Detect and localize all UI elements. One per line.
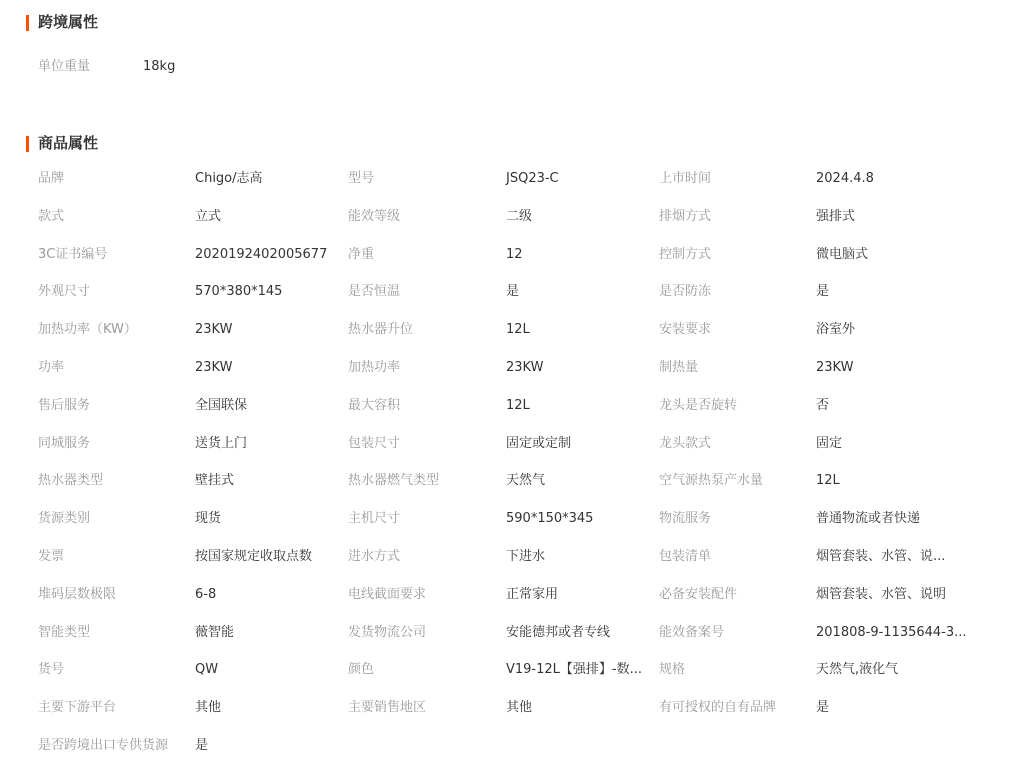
attribute-label: 货号 <box>38 662 65 678</box>
attribute-label: 热水器类型 <box>38 473 104 489</box>
attribute-value: 下进水 <box>506 549 546 564</box>
attribute-value: 其他 <box>195 700 222 716</box>
attribute-label: 货源类别 <box>38 511 91 527</box>
attribute-label: 加热功率（KW） <box>38 322 137 338</box>
attribute-label: 发货物流公司 <box>348 624 427 640</box>
attribute-value: 立式 <box>195 208 222 224</box>
attribute-label: 电线截面要求 <box>348 586 427 602</box>
attribute-label: 有可授权的自有品牌 <box>659 700 777 716</box>
attribute-value: 固定 <box>816 435 843 451</box>
attribute-label: 排烟方式 <box>659 208 712 224</box>
product-section-title <box>26 135 98 152</box>
attribute-value: 是 <box>816 700 830 716</box>
attribute-value: 12 <box>506 246 523 262</box>
attribute-row <box>0 547 1017 567</box>
attribute-row <box>0 585 1017 605</box>
attribute-label: 是否防冻 <box>659 284 712 300</box>
attribute-label: 控制方式 <box>659 246 712 262</box>
attribute-label: 能效备案号 <box>659 624 725 640</box>
attribute-row <box>0 396 1017 416</box>
attribute-row <box>0 434 1017 454</box>
attribute-row <box>0 245 1017 265</box>
attribute-value: Chigo/志高 <box>195 171 263 186</box>
attribute-value: 201808-9-1135644-3... <box>816 624 967 640</box>
cross-border-title: 跨境属性 <box>38 13 99 31</box>
attribute-value: 否 <box>816 397 830 413</box>
attribute-label: 龙头款式 <box>659 435 712 451</box>
attribute-value: QW <box>195 662 219 678</box>
attribute-label: 包装清单 <box>659 549 712 564</box>
attribute-value: 天然气 <box>506 473 546 489</box>
attribute-row <box>0 358 1017 378</box>
attribute-label: 最大容积 <box>348 397 401 413</box>
attribute-label: 安装要求 <box>659 322 712 338</box>
attribute-value: 安能德邦或者专线 <box>506 624 611 640</box>
attribute-label: 售后服务 <box>38 397 91 413</box>
attribute-value: 固定或定制 <box>506 435 572 451</box>
attribute-row <box>0 282 1017 302</box>
attribute-value: 是 <box>506 284 520 300</box>
attribute-value: 23KW <box>816 360 854 375</box>
attribute-value: 2020192402005677 <box>195 246 328 262</box>
attribute-value: 按国家规定收取点数 <box>195 549 313 564</box>
attribute-value: 壁挂式 <box>195 473 235 489</box>
attribute-label: 加热功率 <box>348 360 401 375</box>
attribute-value: 23KW <box>195 360 233 375</box>
attribute-label: 包装尺寸 <box>348 435 401 451</box>
attribute-value: 强排式 <box>816 208 856 224</box>
attribute-label: 龙头是否旋转 <box>659 397 738 413</box>
attribute-label: 规格 <box>659 662 686 678</box>
attribute-label: 颜色 <box>348 662 375 678</box>
attribute-value: 现货 <box>195 511 222 527</box>
attribute-value: 送货上门 <box>195 435 248 451</box>
attribute-row <box>0 509 1017 529</box>
attribute-label: 堆码层数极限 <box>38 586 117 602</box>
attribute-value: 二级 <box>506 208 533 224</box>
attribute-value: 23KW <box>506 360 544 375</box>
attribute-value: 薇智能 <box>195 624 235 640</box>
product-title: 商品属性 <box>38 134 99 152</box>
attribute-value: 12L <box>816 473 840 489</box>
attribute-value: 12L <box>506 322 530 338</box>
attribute-label: 同城服务 <box>38 435 91 451</box>
attribute-label: 热水器升位 <box>348 322 414 338</box>
attribute-label: 进水方式 <box>348 549 401 564</box>
attribute-label: 发票 <box>38 549 65 564</box>
attribute-label: 型号 <box>348 171 375 186</box>
attribute-label: 款式 <box>38 208 65 224</box>
attribute-row <box>0 169 1017 189</box>
attribute-value: 12L <box>506 397 530 413</box>
attribute-value: 23KW <box>195 322 233 338</box>
attribute-label: 功率 <box>38 360 65 375</box>
attribute-row <box>0 471 1017 491</box>
title-accent-bar <box>26 136 29 152</box>
attribute-label: 品牌 <box>38 171 65 186</box>
attribute-value: 普通物流或者快递 <box>816 511 921 527</box>
title-accent-bar <box>26 15 29 31</box>
weight-row <box>0 57 1017 77</box>
attribute-value: 其他 <box>506 700 533 716</box>
attribute-row <box>0 207 1017 227</box>
attribute-row <box>0 320 1017 340</box>
attribute-label: 主要下游平台 <box>38 700 117 716</box>
attribute-label: 能效等级 <box>348 208 401 224</box>
attribute-label: 物流服务 <box>659 511 712 527</box>
attribute-row <box>0 698 1017 718</box>
cross-border-section-title <box>26 14 98 31</box>
attribute-label: 3C证书编号 <box>38 246 108 262</box>
weight-value: 18kg <box>143 59 176 74</box>
attribute-label: 主要销售地区 <box>348 700 427 716</box>
attribute-label: 是否恒温 <box>348 284 401 300</box>
attribute-row <box>0 736 1017 756</box>
attribute-value: V19-12L【强排】-数... <box>506 662 642 678</box>
attribute-label: 必备安装配件 <box>659 586 738 602</box>
attribute-value: 烟管套装、水管、说... <box>816 549 946 564</box>
attribute-value: 570*380*145 <box>195 284 283 300</box>
attribute-label: 空气源热泵产水量 <box>659 473 764 489</box>
attribute-value: 590*150*345 <box>506 511 594 527</box>
attribute-value: 全国联保 <box>195 397 248 413</box>
attribute-label: 上市时间 <box>659 171 712 186</box>
attribute-label: 智能类型 <box>38 624 91 640</box>
attribute-label: 热水器燃气类型 <box>348 473 440 489</box>
attribute-value: 正常家用 <box>506 586 559 602</box>
attribute-value: 微电脑式 <box>816 246 869 262</box>
attribute-label: 制热量 <box>659 360 699 375</box>
attribute-label: 主机尺寸 <box>348 511 401 527</box>
attribute-label: 是否跨境出口专供货源 <box>38 738 169 753</box>
attribute-value: 天然气,液化气 <box>816 662 899 678</box>
attribute-value: 2024.4.8 <box>816 171 874 186</box>
attribute-value: JSQ23-C <box>506 171 559 186</box>
attribute-label: 净重 <box>348 246 375 262</box>
attribute-value: 烟管套装、水管、说明 <box>816 586 947 602</box>
attribute-value: 是 <box>195 738 209 753</box>
attribute-value: 6-8 <box>195 586 217 602</box>
attribute-row <box>0 660 1017 680</box>
attribute-value: 浴室外 <box>816 322 856 338</box>
attribute-label: 外观尺寸 <box>38 284 91 300</box>
weight-label: 单位重量 <box>38 59 91 74</box>
attribute-value: 是 <box>816 284 830 300</box>
attribute-row <box>0 623 1017 643</box>
